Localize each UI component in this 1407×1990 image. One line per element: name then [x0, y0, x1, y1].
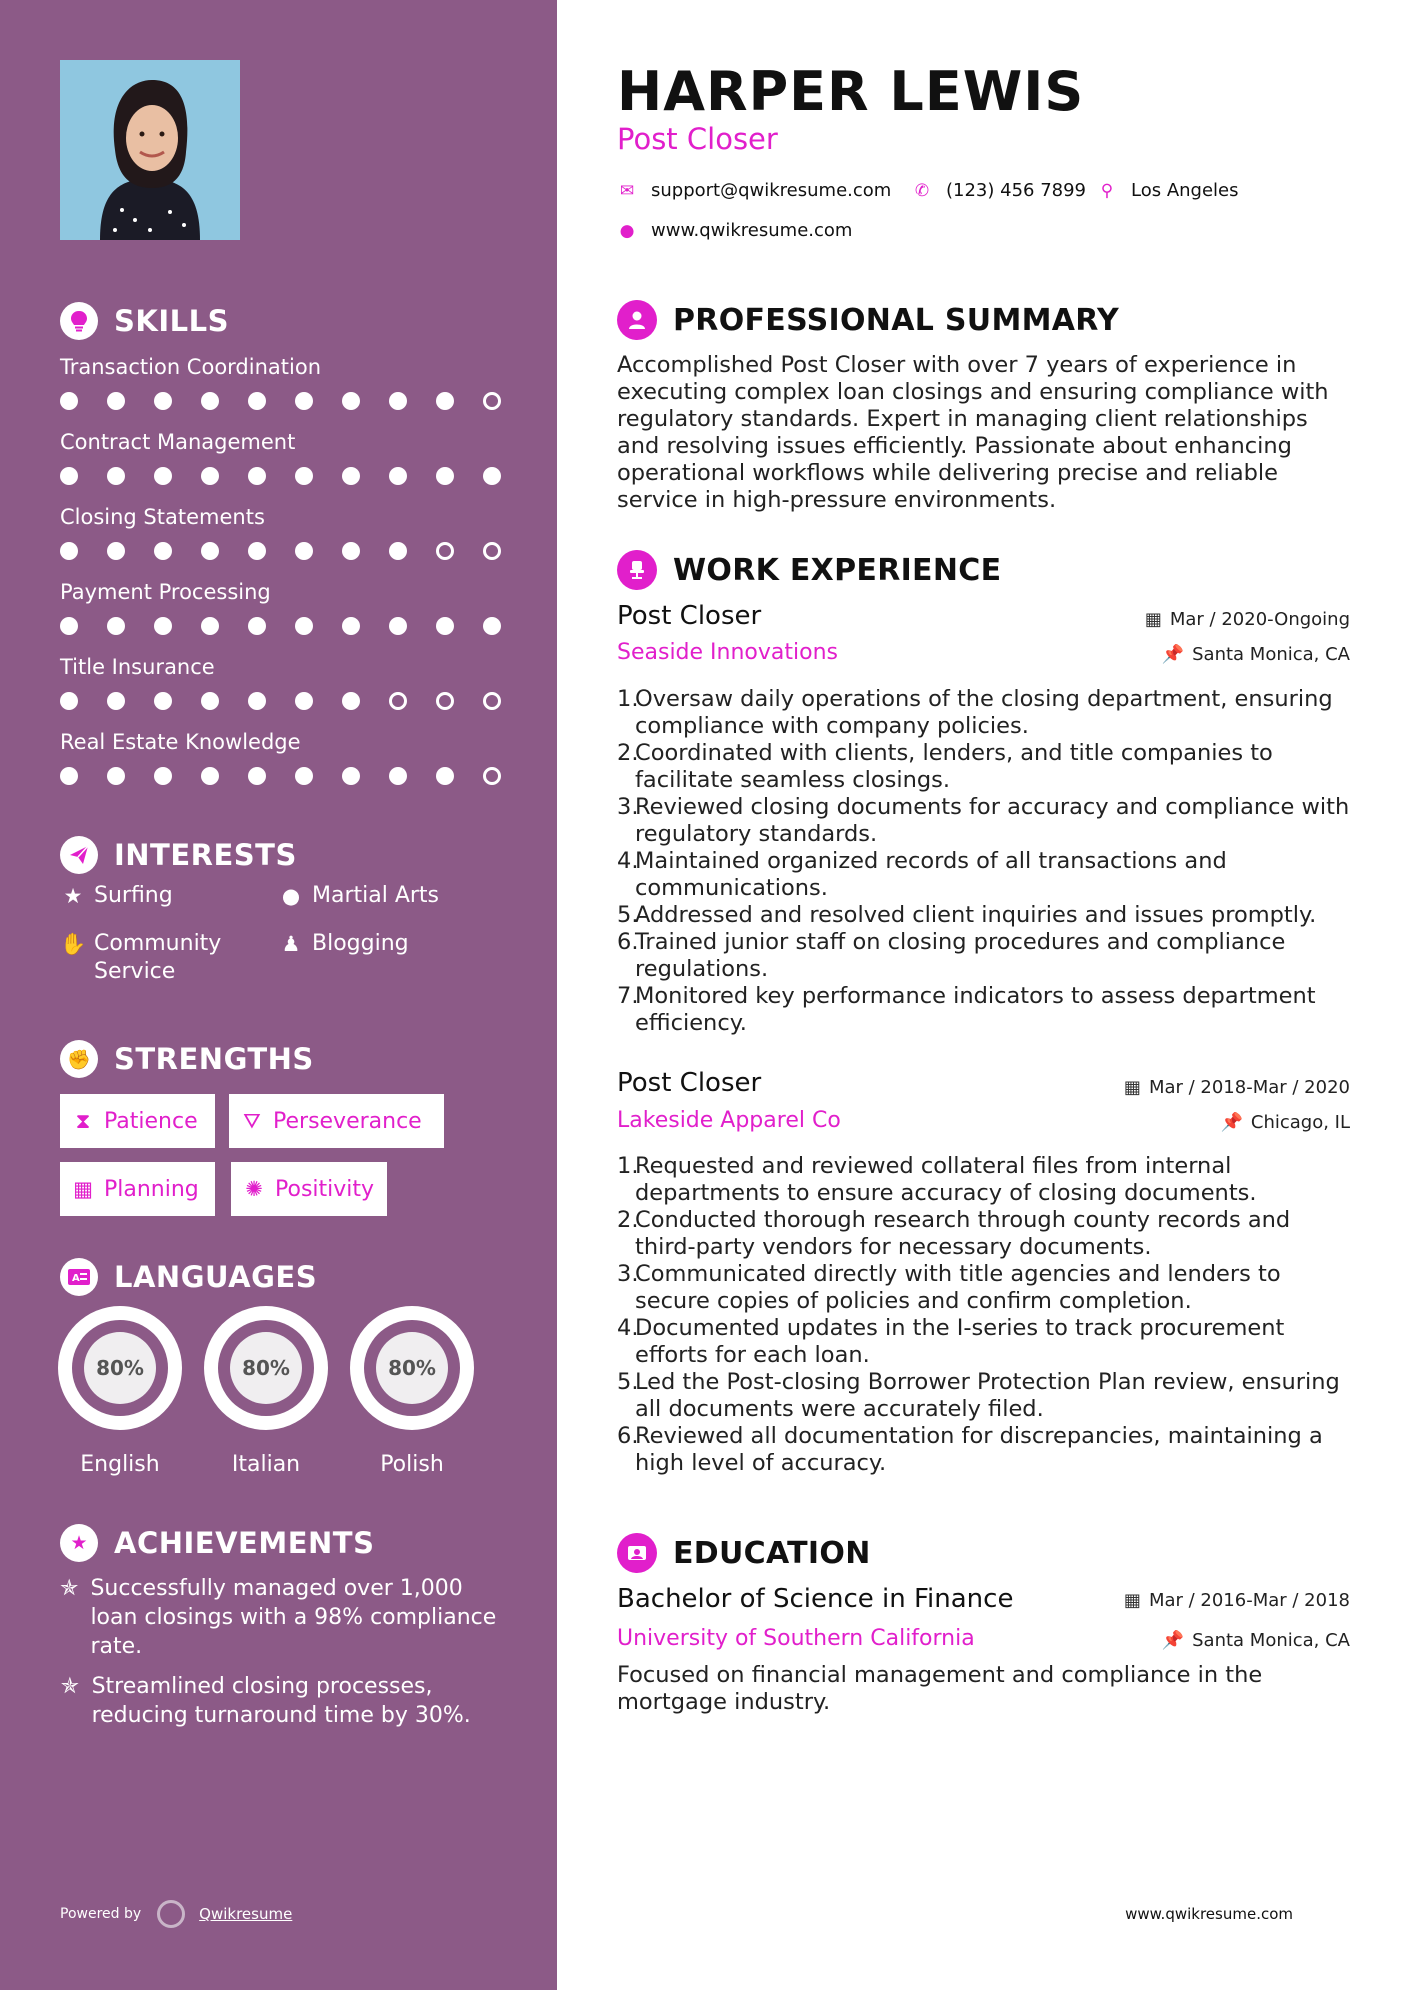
job-bullets	[617, 1153, 1350, 1477]
interest-item: ★ Surfing	[60, 882, 173, 910]
skill-item	[60, 504, 500, 562]
language-item: 80% Polish	[350, 1306, 474, 1477]
rating-dot-filled	[389, 617, 407, 635]
rating-dot-empty	[483, 392, 501, 410]
star-icon: ✯	[60, 1576, 79, 1601]
language-meter: 80%	[350, 1306, 474, 1430]
rating-dot-filled	[107, 467, 125, 485]
rating-dot-filled	[342, 392, 360, 410]
qwikresume-link[interactable]: Qwikresume	[199, 1905, 293, 1923]
rating-dot-filled	[154, 617, 172, 635]
graduate-icon	[617, 1533, 657, 1573]
rating-dot-filled	[389, 392, 407, 410]
map-pin-icon: ⚲	[1100, 180, 1114, 201]
rating-dot-filled	[107, 692, 125, 710]
job-dates: ▦ Mar / 2018-Mar / 2020	[1123, 1077, 1350, 1098]
rating-dot-filled	[483, 617, 501, 635]
calendar-icon: ▦	[73, 1177, 93, 1201]
rating-dot-filled	[60, 767, 78, 785]
lightbulb-icon	[60, 302, 98, 340]
skill-name: Title Insurance	[60, 655, 215, 679]
rating-dot-filled	[436, 617, 454, 635]
skill-rating	[60, 617, 500, 637]
language-meter: 80%	[58, 1306, 182, 1430]
hourglass-icon: ⧗	[75, 1108, 91, 1133]
pin-icon: 📌	[1220, 1112, 1243, 1133]
job-location: 📌 Santa Monica, CA	[1161, 644, 1350, 665]
rating-dot-filled	[248, 767, 266, 785]
rating-dot-filled	[248, 692, 266, 710]
rating-dot-filled	[295, 542, 313, 560]
rating-dot-filled	[389, 542, 407, 560]
interest-item: ● Martial Arts	[278, 882, 439, 910]
rating-dot-empty	[483, 542, 501, 560]
rating-dot-filled	[295, 392, 313, 410]
rating-dot-filled	[389, 767, 407, 785]
rating-dot-filled	[342, 467, 360, 485]
users-icon: ♟	[281, 932, 301, 956]
rating-dot-filled	[201, 392, 219, 410]
list-item: Requested and reviewed collateral files from internal departments to ensure accuracy of closing documents.	[635, 1153, 1257, 1206]
skill-rating	[60, 467, 500, 487]
skill-rating	[60, 767, 500, 787]
svg-text:A: A	[72, 1273, 80, 1284]
interests-heading: INTERESTS	[60, 836, 297, 874]
list-item: Communicated directly with title agencies and lenders to secure copies of policies and confirm completion.	[635, 1261, 1281, 1314]
user-icon	[617, 300, 657, 340]
education-dates: ▦ Mar / 2016-Mar / 2018	[1123, 1590, 1350, 1611]
rating-dot-filled	[154, 767, 172, 785]
education-degree: Bachelor of Science in Finance	[617, 1584, 1014, 1614]
experience-heading: WORK EXPERIENCE	[617, 550, 1001, 590]
website-contact[interactable]: ● www.qwikresume.com	[617, 220, 852, 241]
list-item: Coordinated with clients, lenders, and title companies to facilitate seamless closings.	[635, 740, 1273, 793]
achievements-heading: ★ ACHIEVEMENTS	[60, 1524, 374, 1562]
rating-dot-filled	[248, 617, 266, 635]
skill-name: Real Estate Knowledge	[60, 730, 301, 754]
summary-text: Accomplished Post Closer with over 7 years of experience in executing complex loan closings and ensuring compliance with regulatory standards. Expert in managing client relationships and resolving issues efficiently. Passionate about enhancing operational workflows while delivering precise and reliable service in high-pressure environments.	[617, 352, 1329, 513]
envelope-icon: ✉	[619, 180, 635, 201]
skill-rating	[60, 392, 500, 412]
job-company: Lakeside Apparel Co	[617, 1108, 841, 1133]
rating-dot-empty	[389, 692, 407, 710]
skill-name: Closing Statements	[60, 505, 265, 529]
job-role: Post Closer	[617, 601, 762, 631]
rating-dot-filled	[201, 767, 219, 785]
list-item: Reviewed all documentation for discrepancies, maintaining a high level of accuracy.	[635, 1423, 1323, 1476]
rating-dot-filled	[248, 542, 266, 560]
rating-dot-filled	[342, 692, 360, 710]
interest-item: ♟ Blogging	[278, 930, 409, 958]
email-contact[interactable]: ✉ support@qwikresume.com	[617, 180, 891, 201]
rating-dot-filled	[154, 392, 172, 410]
pin-icon: 📌	[1161, 1630, 1185, 1651]
rating-dot-filled	[201, 542, 219, 560]
list-item: Conducted thorough research through county records and third-party vendors for necessary documents.	[635, 1207, 1291, 1260]
rating-dot-filled	[60, 392, 78, 410]
rating-dot-filled	[342, 617, 360, 635]
calendar-icon: ▦	[1123, 1077, 1141, 1098]
language-item: 80% Italian	[204, 1306, 328, 1477]
skill-item	[60, 654, 500, 712]
skills-heading: SKILLS	[60, 302, 229, 340]
languages-heading: A LANGUAGES	[60, 1258, 317, 1296]
rating-dot-filled	[60, 542, 78, 560]
rating-dot-empty	[483, 767, 501, 785]
skill-item	[60, 579, 500, 637]
list-item: Addressed and resolved client inquiries and issues promptly.	[635, 902, 1317, 928]
rating-dot-filled	[389, 467, 407, 485]
rating-dot-filled	[295, 692, 313, 710]
office-chair-icon	[617, 550, 657, 590]
rating-dot-filled	[107, 617, 125, 635]
rating-dot-filled	[295, 767, 313, 785]
job-role: Post Closer	[617, 1068, 762, 1098]
pin-icon: 📌	[1161, 644, 1185, 665]
list-item: Led the Post-closing Borrower Protection Plan review, ensuring all documents were accurately filed.	[635, 1369, 1340, 1422]
skill-name: Payment Processing	[60, 580, 271, 604]
rating-dot-filled	[342, 542, 360, 560]
spinner-icon: ✺	[245, 1177, 263, 1201]
language-icon	[60, 1258, 98, 1296]
star-icon: ★	[63, 884, 83, 908]
strength-badge: ✺ Positivity	[231, 1162, 387, 1216]
rating-dot-filled	[295, 617, 313, 635]
rating-dot-empty	[436, 692, 454, 710]
job-bullets	[617, 686, 1350, 1037]
interest-item: ✋ Community Service	[60, 931, 222, 984]
list-item: Monitored key performance indicators to assess department efficiency.	[635, 983, 1316, 1036]
skill-item	[60, 729, 500, 787]
rating-dot-filled	[60, 692, 78, 710]
calendar-icon: ▦	[1123, 1590, 1141, 1611]
job-company: Seaside Innovations	[617, 640, 838, 665]
phone-icon: ✆	[914, 180, 930, 201]
education-description: Focused on financial management and compliance in the mortgage industry.	[617, 1662, 1263, 1715]
strength-badge: ⧗ Patience	[60, 1094, 215, 1148]
rating-dot-filled	[154, 542, 172, 560]
rating-dot-empty	[483, 692, 501, 710]
road-icon: ⛛	[243, 1108, 261, 1133]
list-item: Documented updates in the I-series to track procurement efforts for each loan.	[635, 1315, 1285, 1368]
rating-dot-filled	[248, 467, 266, 485]
candidate-title: Post Closer	[617, 122, 778, 156]
globe-icon: ●	[281, 884, 301, 908]
phone-contact: ✆ (123) 456 7899	[912, 180, 1086, 201]
list-item: Reviewed closing documents for accuracy and compliance with regulatory standards.	[635, 794, 1350, 847]
sidebar	[0, 0, 557, 1990]
fist-icon: ✊	[60, 1040, 98, 1078]
main-content	[617, 0, 1350, 1990]
skill-rating	[60, 692, 500, 712]
strengths-heading: ✊ STRENGTHS	[60, 1040, 314, 1078]
rating-dot-filled	[436, 767, 454, 785]
rating-dot-filled	[201, 692, 219, 710]
achievement-item: ✯ Successfully managed over 1,000 loan closings with a 98% compliance rate.	[60, 1576, 497, 1659]
powered-by: Powered by Qwikresume	[60, 1900, 292, 1928]
rating-dot-filled	[60, 617, 78, 635]
strength-badge: ▦ Planning	[60, 1162, 215, 1216]
rating-dot-filled	[436, 467, 454, 485]
star-badge-icon: ★	[60, 1524, 98, 1562]
rating-dot-empty	[436, 542, 454, 560]
job-dates: ▦ Mar / 2020-Ongoing	[1144, 609, 1350, 630]
location-contact: ⚲ Los Angeles	[1097, 180, 1239, 201]
strength-badge: ⛛ Perseverance	[229, 1094, 444, 1148]
rating-dot-filled	[201, 467, 219, 485]
skill-name: Contract Management	[60, 430, 296, 454]
rating-dot-filled	[342, 767, 360, 785]
rating-dot-filled	[436, 392, 454, 410]
list-item: Trained junior staff on closing procedures and compliance regulations.	[635, 929, 1286, 982]
rating-dot-filled	[60, 467, 78, 485]
calendar-icon: ▦	[1144, 609, 1162, 630]
rating-dot-filled	[107, 767, 125, 785]
education-location: 📌 Santa Monica, CA	[1161, 1630, 1350, 1651]
rating-dot-filled	[295, 467, 313, 485]
rating-dot-filled	[201, 617, 219, 635]
education-school: University of Southern California	[617, 1626, 975, 1651]
hand-icon: ✋	[60, 932, 87, 956]
language-meter: 80%	[204, 1306, 328, 1430]
footer-url[interactable]: www.qwikresume.com	[1125, 1905, 1293, 1923]
skill-name: Transaction Coordination	[60, 355, 322, 379]
paper-plane-icon	[60, 836, 98, 874]
rating-dot-filled	[107, 542, 125, 560]
rating-dot-filled	[248, 392, 266, 410]
skill-item	[60, 354, 500, 412]
language-item: 80% English	[58, 1306, 182, 1477]
candidate-name: HARPER LEWIS	[617, 60, 1085, 123]
rating-dot-filled	[107, 392, 125, 410]
list-item: Oversaw daily operations of the closing department, ensuring compliance with company policies.	[635, 686, 1333, 739]
rating-dot-filled	[154, 692, 172, 710]
skill-rating	[60, 542, 500, 562]
skill-item	[60, 429, 500, 487]
globe-icon: ●	[619, 220, 635, 241]
profile-photo	[60, 60, 240, 240]
star-icon: ✯	[60, 1674, 79, 1699]
qwikresume-logo-icon	[157, 1900, 185, 1928]
job-location: 📌 Chicago, IL	[1220, 1112, 1350, 1133]
summary-heading: PROFESSIONAL SUMMARY	[617, 300, 1119, 340]
education-heading: EDUCATION	[617, 1533, 871, 1573]
rating-dot-filled	[483, 467, 501, 485]
achievement-item: ✯ Streamlined closing processes, reducing turnaround time by 30%.	[60, 1674, 471, 1728]
rating-dot-filled	[154, 467, 172, 485]
list-item: Maintained organized records of all transactions and communications.	[635, 848, 1227, 901]
